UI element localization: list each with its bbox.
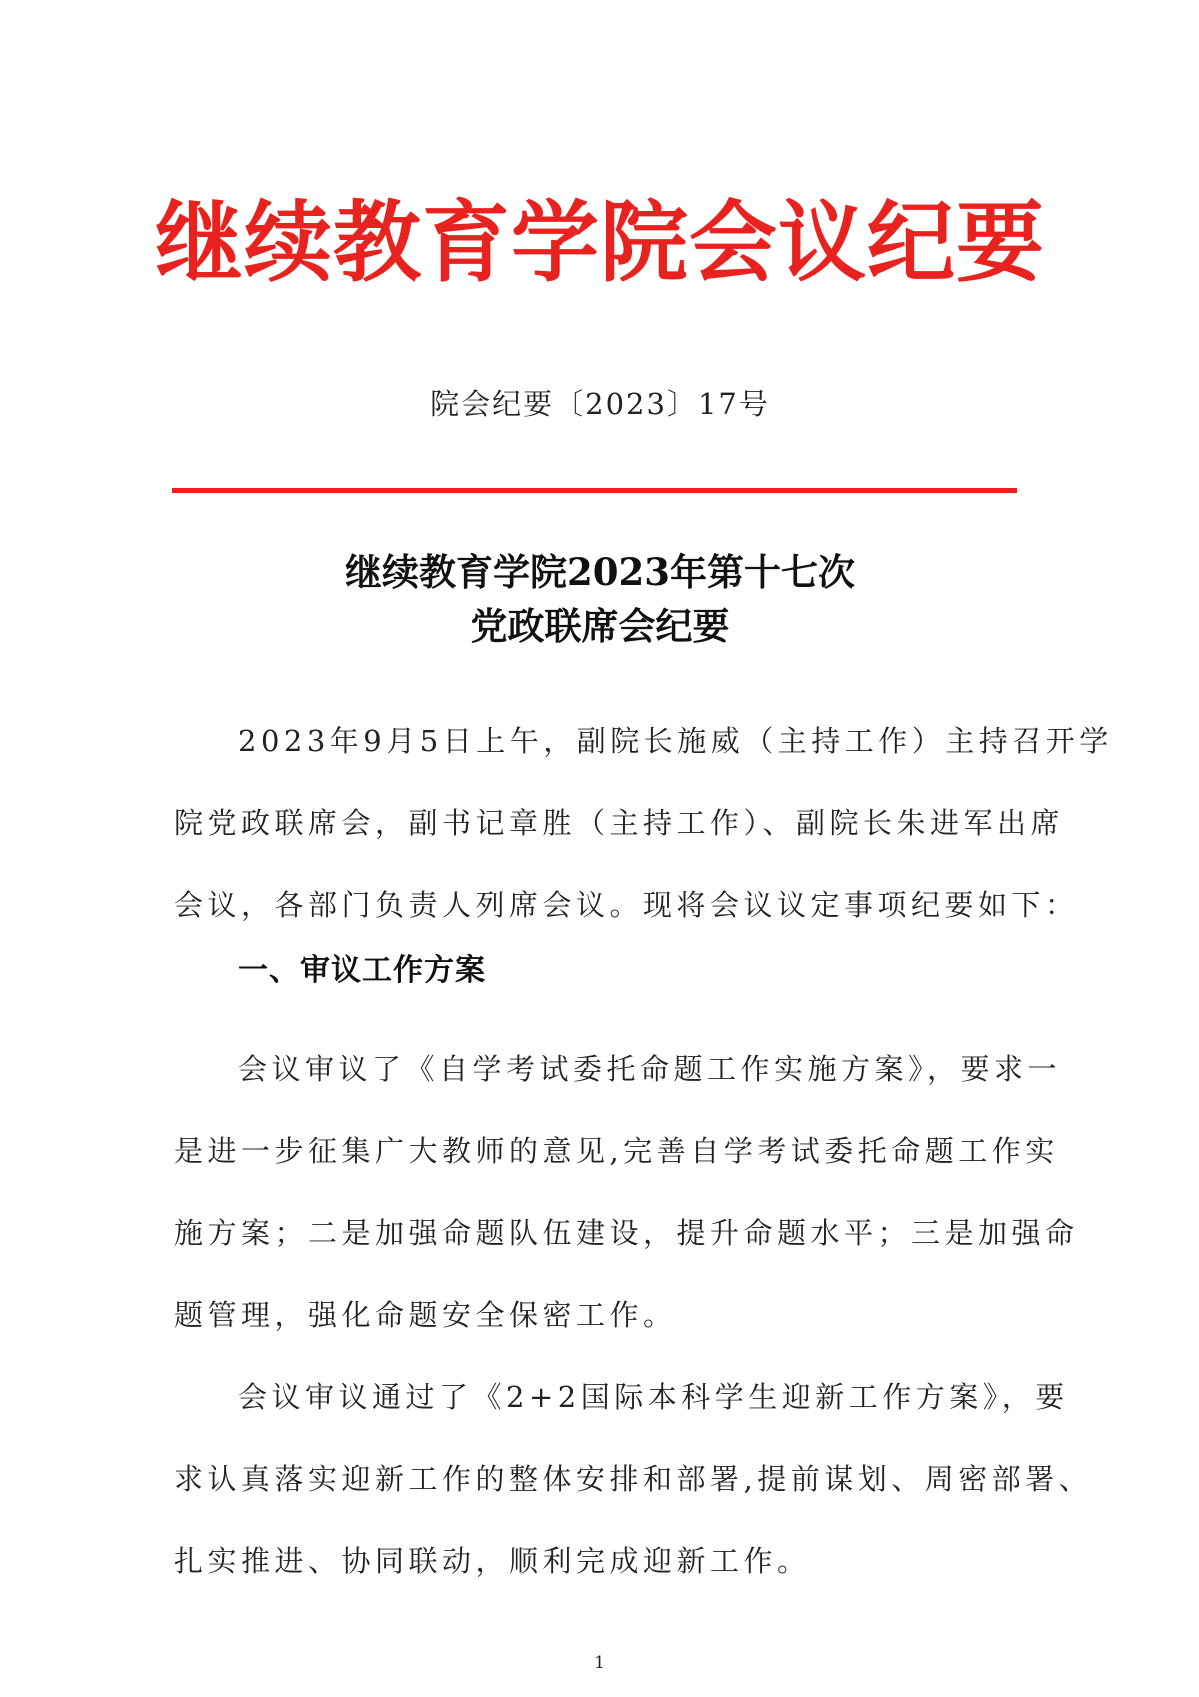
welcome-line-2: 求认真落实迎新工作的整体安排和部署,提前谋划、周密部署、 <box>174 1462 1093 1496</box>
intro-line-2: 院党政联席会，副书记章胜（主持工作）、副院长朱进军出席 <box>174 806 1065 840</box>
exam-line-1: 会议审议了《自学考试委托命题工作实施方案》，要求一 <box>238 1052 1062 1086</box>
red-divider-line <box>172 488 1017 493</box>
exam-paragraph <box>174 1028 1079 1356</box>
welcome-line-1: 会议审议通过了《2+2国际本科学生迎新工作方案》，要 <box>238 1380 1069 1414</box>
masthead-title: 继续教育学院会议纪要 <box>154 191 1045 294</box>
intro-line-1: 2023年9月5日上午，副院长施威（主持工作）主持召开学 <box>238 724 1113 758</box>
meeting-title-line-2: 党政联席会纪要 <box>470 604 730 648</box>
welcome-paragraph <box>174 1356 1093 1602</box>
exam-line-3: 施方案；二是加强命题队伍建设，提升命题水平；三是加强命 <box>174 1216 1079 1250</box>
welcome-line-3: 扎实推进、协同联动，顺利完成迎新工作。 <box>174 1544 811 1578</box>
page-number: 1 <box>594 1653 605 1673</box>
meeting-title-line-1: 继续教育学院2023年第十七次 <box>345 550 855 594</box>
intro-paragraph <box>174 700 1113 946</box>
exam-line-2: 是进一步征集广大教师的意见,完善自学考试委托命题工作实 <box>174 1134 1059 1168</box>
exam-line-4: 题管理，强化命题安全保密工作。 <box>174 1298 677 1332</box>
intro-line-3: 会议，各部门负责人列席会议。现将会议议定事项纪要如下： <box>174 888 1079 922</box>
document-number: 院会纪要〔2023〕17号 <box>430 387 770 421</box>
meeting-title <box>150 545 1050 653</box>
section-heading-1: 一、审议工作方案 <box>238 953 486 988</box>
